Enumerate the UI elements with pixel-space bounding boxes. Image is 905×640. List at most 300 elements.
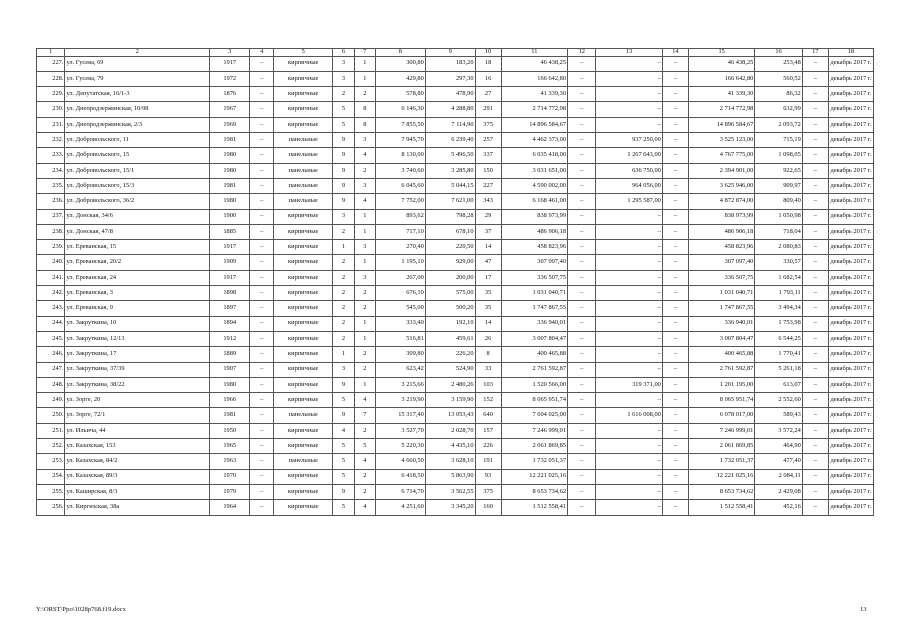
row-number-cell: 233. xyxy=(37,148,65,163)
cost-extra-cell: – xyxy=(802,102,828,117)
residents-cell: 640 xyxy=(475,408,501,423)
cost-other-cell: – xyxy=(662,331,688,346)
cost-other-cell: – xyxy=(662,224,688,239)
cost-owners-cell: 1 295 587,00 xyxy=(596,194,662,209)
living-area-cell: 3 628,10 xyxy=(425,454,475,469)
cost-extra-cell: – xyxy=(802,331,828,346)
column-number-header: 18 xyxy=(828,49,873,57)
year-built-cell: 1963 xyxy=(210,454,250,469)
wall-material-cell: кирпичные xyxy=(274,377,333,392)
year-built-cell: 1969 xyxy=(210,117,250,132)
living-area-cell: 220,50 xyxy=(425,240,475,255)
total-area-cell: 300,80 xyxy=(376,56,426,71)
cost-balance-cell: 2 714 772,98 xyxy=(688,102,754,117)
column-number-row xyxy=(37,49,874,57)
cost-per-sqm-cell: 2 080,83 xyxy=(755,240,802,255)
row-number-cell: 238. xyxy=(37,224,65,239)
cost-owners-cell: – xyxy=(596,286,662,301)
cost-per-sqm-cell: 1 770,41 xyxy=(755,347,802,362)
cost-other-cell: – xyxy=(662,209,688,224)
cost-extra-cell: – xyxy=(802,454,828,469)
cost-other-cell: – xyxy=(662,71,688,86)
cost-other-cell: – xyxy=(662,408,688,423)
living-area-cell: 226,20 xyxy=(425,347,475,362)
cost-extra-cell: – xyxy=(802,209,828,224)
total-area-cell: 267,00 xyxy=(376,270,426,285)
table-row xyxy=(37,423,874,438)
cost-fund-cell: – xyxy=(568,286,596,301)
total-area-cell: 7 752,00 xyxy=(376,194,426,209)
cost-other-cell: – xyxy=(662,194,688,209)
living-area-cell: 524,90 xyxy=(425,362,475,377)
completion-date-cell: декабрь 2017 г. xyxy=(828,240,873,255)
cost-owners-cell: – xyxy=(596,117,662,132)
cost-extra-cell: – xyxy=(802,255,828,270)
row-number-cell: 235. xyxy=(37,178,65,193)
wall-material-cell: кирпичные xyxy=(274,87,333,102)
cost-owners-cell: – xyxy=(596,439,662,454)
address-cell: ул. Зорге, 20 xyxy=(65,393,210,408)
cost-balance-cell: 12 221 025,16 xyxy=(688,469,754,484)
table-row xyxy=(37,209,874,224)
cost-per-sqm-cell: 909,97 xyxy=(755,178,802,193)
year-built-cell: 1897 xyxy=(210,301,250,316)
floors-cell: 5 xyxy=(333,500,354,515)
cost-extra-cell: – xyxy=(802,286,828,301)
cost-balance-cell: 1 747 867,55 xyxy=(688,301,754,316)
cost-other-cell: – xyxy=(662,102,688,117)
cost-extra-cell: – xyxy=(802,224,828,239)
column-number-header: 8 xyxy=(376,49,426,57)
entrances-cell: 3 xyxy=(354,178,375,193)
year-reconstruction-cell: – xyxy=(250,163,274,178)
cost-fund-cell: – xyxy=(568,117,596,132)
table-row xyxy=(37,301,874,316)
table-row xyxy=(37,163,874,178)
completion-date-cell: декабрь 2017 г. xyxy=(828,484,873,499)
address-cell: ул. Донская, 34/6 xyxy=(65,209,210,224)
total-area-cell: 623,42 xyxy=(376,362,426,377)
residents-cell: 291 xyxy=(475,102,501,117)
table-row xyxy=(37,255,874,270)
total-area-cell: 1 195,10 xyxy=(376,255,426,270)
cost-other-cell: – xyxy=(662,439,688,454)
cost-extra-cell: – xyxy=(802,500,828,515)
document-path: Y:\ORST\Ppo\1028p768.f19.docx xyxy=(36,606,126,613)
total-cost-cell: 46 438,25 xyxy=(501,56,567,71)
row-number-cell: 241. xyxy=(37,270,65,285)
residents-cell: 150 xyxy=(475,163,501,178)
row-number-cell: 249. xyxy=(37,393,65,408)
total-area-cell: 516,81 xyxy=(376,331,426,346)
table-row xyxy=(37,286,874,301)
cost-extra-cell: – xyxy=(802,163,828,178)
year-built-cell: 1917 xyxy=(210,56,250,71)
table-row xyxy=(37,224,874,239)
cost-extra-cell: – xyxy=(802,408,828,423)
total-cost-cell: 838 973,99 xyxy=(501,209,567,224)
total-cost-cell: 41 339,30 xyxy=(501,87,567,102)
cost-per-sqm-cell: 6 544,25 xyxy=(755,331,802,346)
table-row xyxy=(37,439,874,454)
cost-per-sqm-cell: 589,43 xyxy=(755,408,802,423)
total-cost-cell: 3 031 651,00 xyxy=(501,163,567,178)
row-number-cell: 247. xyxy=(37,362,65,377)
residents-cell: 16 xyxy=(475,71,501,86)
cost-fund-cell: – xyxy=(568,393,596,408)
completion-date-cell: декабрь 2017 г. xyxy=(828,393,873,408)
year-reconstruction-cell: – xyxy=(250,408,274,423)
residents-cell: 343 xyxy=(475,194,501,209)
cost-fund-cell: – xyxy=(568,469,596,484)
table-row xyxy=(37,240,874,255)
table-row xyxy=(37,316,874,331)
floors-cell: 5 xyxy=(333,439,354,454)
completion-date-cell: декабрь 2017 г. xyxy=(828,469,873,484)
total-area-cell: 7 855,50 xyxy=(376,117,426,132)
address-cell: ул. Зорге, 72/1 xyxy=(65,408,210,423)
total-area-cell: 270,40 xyxy=(376,240,426,255)
total-cost-cell: 307 097,40 xyxy=(501,255,567,270)
living-area-cell: 929,00 xyxy=(425,255,475,270)
row-number-cell: 252. xyxy=(37,439,65,454)
living-area-cell: 183,20 xyxy=(425,56,475,71)
living-area-cell: 5 863,90 xyxy=(425,469,475,484)
cost-owners-cell: 636 750,00 xyxy=(596,163,662,178)
cost-other-cell: – xyxy=(662,469,688,484)
total-area-cell: 6 146,30 xyxy=(376,102,426,117)
cost-balance-cell: 166 642,80 xyxy=(688,71,754,86)
residents-cell: 33 xyxy=(475,362,501,377)
column-number-header: 13 xyxy=(596,49,662,57)
entrances-cell: 1 xyxy=(354,377,375,392)
completion-date-cell: декабрь 2017 г. xyxy=(828,56,873,71)
cost-per-sqm-cell: 613,07 xyxy=(755,377,802,392)
column-number-header: 7 xyxy=(354,49,375,57)
table-row xyxy=(37,117,874,132)
total-area-cell: 4 251,60 xyxy=(376,500,426,515)
cost-owners-cell: – xyxy=(596,301,662,316)
year-reconstruction-cell: – xyxy=(250,286,274,301)
cost-other-cell: – xyxy=(662,484,688,499)
cost-extra-cell: – xyxy=(802,439,828,454)
completion-date-cell: декабрь 2017 г. xyxy=(828,301,873,316)
living-area-cell: 7 621,00 xyxy=(425,194,475,209)
cost-fund-cell: – xyxy=(568,270,596,285)
total-area-cell: 3 740,60 xyxy=(376,163,426,178)
column-number-header: 15 xyxy=(688,49,754,57)
year-reconstruction-cell: – xyxy=(250,102,274,117)
cost-extra-cell: – xyxy=(802,56,828,71)
address-cell: ул. Киргизская, 38а xyxy=(65,500,210,515)
residents-cell: 375 xyxy=(475,117,501,132)
table-row xyxy=(37,469,874,484)
cost-balance-cell: 1 512 558,41 xyxy=(688,500,754,515)
year-reconstruction-cell: – xyxy=(250,484,274,499)
cost-extra-cell: – xyxy=(802,71,828,86)
row-number-cell: 234. xyxy=(37,163,65,178)
year-reconstruction-cell: – xyxy=(250,255,274,270)
cost-per-sqm-cell: 477,40 xyxy=(755,454,802,469)
table-row xyxy=(37,178,874,193)
year-built-cell: 1876 xyxy=(210,87,250,102)
row-number-cell: 240. xyxy=(37,255,65,270)
year-reconstruction-cell: – xyxy=(250,56,274,71)
completion-date-cell: декабрь 2017 г. xyxy=(828,500,873,515)
year-reconstruction-cell: – xyxy=(250,240,274,255)
cost-fund-cell: – xyxy=(568,224,596,239)
completion-date-cell: декабрь 2017 г. xyxy=(828,362,873,377)
completion-date-cell: декабрь 2017 г. xyxy=(828,439,873,454)
cost-owners-cell: – xyxy=(596,423,662,438)
total-area-cell: 717,10 xyxy=(376,224,426,239)
address-cell: ул. Добровольского, 36/2 xyxy=(65,194,210,209)
row-number-cell: 231. xyxy=(37,117,65,132)
cost-per-sqm-cell: 1 098,05 xyxy=(755,148,802,163)
residents-cell: 17 xyxy=(475,270,501,285)
entrances-cell: 8 xyxy=(354,117,375,132)
total-area-cell: 333,40 xyxy=(376,316,426,331)
entrances-cell: 2 xyxy=(354,163,375,178)
living-area-cell: 2 480,26 xyxy=(425,377,475,392)
entrances-cell: 2 xyxy=(354,362,375,377)
address-cell: ул. Донская, 47/8 xyxy=(65,224,210,239)
year-reconstruction-cell: – xyxy=(250,439,274,454)
column-number-header: 9 xyxy=(425,49,475,57)
cost-balance-cell: 336 940,01 xyxy=(688,316,754,331)
cost-per-sqm-cell: 1 793,11 xyxy=(755,286,802,301)
residents-cell: 93 xyxy=(475,469,501,484)
address-cell: ул. Закруткина, 12/13 xyxy=(65,331,210,346)
cost-other-cell: – xyxy=(662,87,688,102)
year-built-cell: 1907 xyxy=(210,362,250,377)
cost-per-sqm-cell: 715,19 xyxy=(755,133,802,148)
wall-material-cell: панельные xyxy=(274,163,333,178)
cost-extra-cell: – xyxy=(802,484,828,499)
row-number-cell: 248. xyxy=(37,377,65,392)
row-number-cell: 229. xyxy=(37,87,65,102)
floors-cell: 2 xyxy=(333,224,354,239)
wall-material-cell: панельные xyxy=(274,148,333,163)
address-cell: ул. Днепродзержинская, 10/98 xyxy=(65,102,210,117)
page-number: 13 xyxy=(860,606,867,613)
entrances-cell: 3 xyxy=(354,240,375,255)
completion-date-cell: декабрь 2017 г. xyxy=(828,178,873,193)
cost-owners-cell: – xyxy=(596,316,662,331)
year-built-cell: 1965 xyxy=(210,439,250,454)
completion-date-cell: декабрь 2017 г. xyxy=(828,331,873,346)
year-built-cell: 1972 xyxy=(210,71,250,86)
cost-balance-cell: 4 872 874,00 xyxy=(688,194,754,209)
floors-cell: 3 xyxy=(333,56,354,71)
cost-balance-cell: 1 031 040,71 xyxy=(688,286,754,301)
cost-per-sqm-cell: 632,99 xyxy=(755,102,802,117)
total-cost-cell: 1 031 040,71 xyxy=(501,286,567,301)
total-area-cell: 309,80 xyxy=(376,347,426,362)
cost-other-cell: – xyxy=(662,316,688,331)
cost-fund-cell: – xyxy=(568,301,596,316)
total-cost-cell: 6 035 418,00 xyxy=(501,148,567,163)
entrances-cell: 4 xyxy=(354,500,375,515)
floors-cell: 2 xyxy=(333,316,354,331)
total-area-cell: 3 219,90 xyxy=(376,393,426,408)
residents-cell: 337 xyxy=(475,148,501,163)
floors-cell: 3 xyxy=(333,362,354,377)
entrances-cell: 5 xyxy=(354,439,375,454)
floors-cell: 5 xyxy=(333,393,354,408)
cost-fund-cell: – xyxy=(568,133,596,148)
cost-other-cell: – xyxy=(662,163,688,178)
residents-cell: 47 xyxy=(475,255,501,270)
floors-cell: 5 xyxy=(333,117,354,132)
wall-material-cell: кирпичные xyxy=(274,301,333,316)
row-number-cell: 244. xyxy=(37,316,65,331)
floors-cell: 3 xyxy=(333,209,354,224)
cost-fund-cell: – xyxy=(568,56,596,71)
year-reconstruction-cell: – xyxy=(250,194,274,209)
table-row xyxy=(37,347,874,362)
floors-cell: 9 xyxy=(333,484,354,499)
cost-balance-cell: 458 823,96 xyxy=(688,240,754,255)
address-cell: ул. Казахская, 89/3 xyxy=(65,469,210,484)
year-built-cell: 1912 xyxy=(210,331,250,346)
year-reconstruction-cell: – xyxy=(250,270,274,285)
wall-material-cell: кирпичные xyxy=(274,224,333,239)
entrances-cell: 7 xyxy=(354,408,375,423)
living-area-cell: 4 288,80 xyxy=(425,102,475,117)
completion-date-cell: декабрь 2017 г. xyxy=(828,209,873,224)
cost-other-cell: – xyxy=(662,178,688,193)
cost-other-cell: – xyxy=(662,255,688,270)
wall-material-cell: кирпичные xyxy=(274,56,333,71)
total-area-cell: 578,80 xyxy=(376,87,426,102)
year-reconstruction-cell: – xyxy=(250,224,274,239)
year-built-cell: 1970 xyxy=(210,469,250,484)
cost-owners-cell: 319 371,00 xyxy=(596,377,662,392)
cost-owners-cell: – xyxy=(596,71,662,86)
wall-material-cell: кирпичные xyxy=(274,316,333,331)
total-cost-cell: 1 512 558,41 xyxy=(501,500,567,515)
total-area-cell: 545,00 xyxy=(376,301,426,316)
entrances-cell: 2 xyxy=(354,423,375,438)
cost-fund-cell: – xyxy=(568,423,596,438)
cost-owners-cell: – xyxy=(596,500,662,515)
column-number-header: 10 xyxy=(475,49,501,57)
cost-owners-cell: – xyxy=(596,240,662,255)
table-row xyxy=(37,71,874,86)
address-cell: ул. Закруткина, 37/39 xyxy=(65,362,210,377)
cost-owners-cell: – xyxy=(596,209,662,224)
table-row xyxy=(37,377,874,392)
cost-balance-cell: 1 201 195,00 xyxy=(688,377,754,392)
entrances-cell: 2 xyxy=(354,301,375,316)
cost-extra-cell: – xyxy=(802,117,828,132)
completion-date-cell: декабрь 2017 г. xyxy=(828,163,873,178)
completion-date-cell: декабрь 2017 г. xyxy=(828,255,873,270)
total-area-cell: 6 714,70 xyxy=(376,484,426,499)
completion-date-cell: декабрь 2017 г. xyxy=(828,408,873,423)
completion-date-cell: декабрь 2017 г. xyxy=(828,377,873,392)
cost-fund-cell: – xyxy=(568,377,596,392)
living-area-cell: 500,20 xyxy=(425,301,475,316)
row-number-cell: 242. xyxy=(37,286,65,301)
address-cell: ул. Ереванская, 3 xyxy=(65,286,210,301)
address-cell: ул. Каширская, 8/3 xyxy=(65,484,210,499)
table-row xyxy=(37,56,874,71)
floors-cell: 4 xyxy=(333,423,354,438)
floors-cell: 2 xyxy=(333,286,354,301)
wall-material-cell: кирпичные xyxy=(274,102,333,117)
year-reconstruction-cell: – xyxy=(250,500,274,515)
address-cell: ул. Ереванская, 24 xyxy=(65,270,210,285)
address-cell: ул. Добровольского, 15/1 xyxy=(65,163,210,178)
floors-cell: 1 xyxy=(333,347,354,362)
year-built-cell: 1894 xyxy=(210,316,250,331)
cost-fund-cell: – xyxy=(568,500,596,515)
completion-date-cell: декабрь 2017 г. xyxy=(828,117,873,132)
cost-extra-cell: – xyxy=(802,194,828,209)
cost-balance-cell: 8 065 951,74 xyxy=(688,393,754,408)
year-reconstruction-cell: – xyxy=(250,454,274,469)
total-cost-cell: 458 823,96 xyxy=(501,240,567,255)
table-row xyxy=(37,331,874,346)
cost-fund-cell: – xyxy=(568,209,596,224)
cost-owners-cell: – xyxy=(596,454,662,469)
living-area-cell: 13 053,43 xyxy=(425,408,475,423)
residents-cell: 157 xyxy=(475,423,501,438)
year-built-cell: 1980 xyxy=(210,194,250,209)
cost-extra-cell: – xyxy=(802,469,828,484)
row-number-cell: 232. xyxy=(37,133,65,148)
address-cell: ул. Казахская, 84/2 xyxy=(65,454,210,469)
address-cell: ул. Казахская, 153 xyxy=(65,439,210,454)
residents-cell: 18 xyxy=(475,56,501,71)
wall-material-cell: кирпичные xyxy=(274,117,333,132)
completion-date-cell: декабрь 2017 г. xyxy=(828,224,873,239)
completion-date-cell: декабрь 2017 г. xyxy=(828,270,873,285)
column-number-header: 12 xyxy=(568,49,596,57)
cost-balance-cell: 838 973,99 xyxy=(688,209,754,224)
table-row xyxy=(37,484,874,499)
cost-balance-cell: 14 896 584,67 xyxy=(688,117,754,132)
year-built-cell: 1909 xyxy=(210,255,250,270)
total-cost-cell: 12 221 025,16 xyxy=(501,469,567,484)
living-area-cell: 4 435,10 xyxy=(425,439,475,454)
year-built-cell: 1917 xyxy=(210,240,250,255)
year-built-cell: 1966 xyxy=(210,393,250,408)
year-reconstruction-cell: – xyxy=(250,71,274,86)
wall-material-cell: кирпичные xyxy=(274,439,333,454)
completion-date-cell: декабрь 2017 г. xyxy=(828,316,873,331)
completion-date-cell: декабрь 2017 г. xyxy=(828,454,873,469)
table-row xyxy=(37,500,874,515)
living-area-cell: 3 345,20 xyxy=(425,500,475,515)
total-cost-cell: 4 462 373,00 xyxy=(501,133,567,148)
cost-other-cell: – xyxy=(662,301,688,316)
table-row xyxy=(37,87,874,102)
address-cell: ул. Ильича, 44 xyxy=(65,423,210,438)
row-number-cell: 250. xyxy=(37,408,65,423)
residents-cell: 191 xyxy=(475,454,501,469)
entrances-cell: 3 xyxy=(354,270,375,285)
wall-material-cell: кирпичные xyxy=(274,286,333,301)
entrances-cell: 1 xyxy=(354,255,375,270)
cost-per-sqm-cell: 560,52 xyxy=(755,71,802,86)
total-cost-cell: 7 246 999,01 xyxy=(501,423,567,438)
cost-per-sqm-cell: 452,16 xyxy=(755,500,802,515)
residents-cell: 27 xyxy=(475,87,501,102)
row-number-cell: 253. xyxy=(37,454,65,469)
